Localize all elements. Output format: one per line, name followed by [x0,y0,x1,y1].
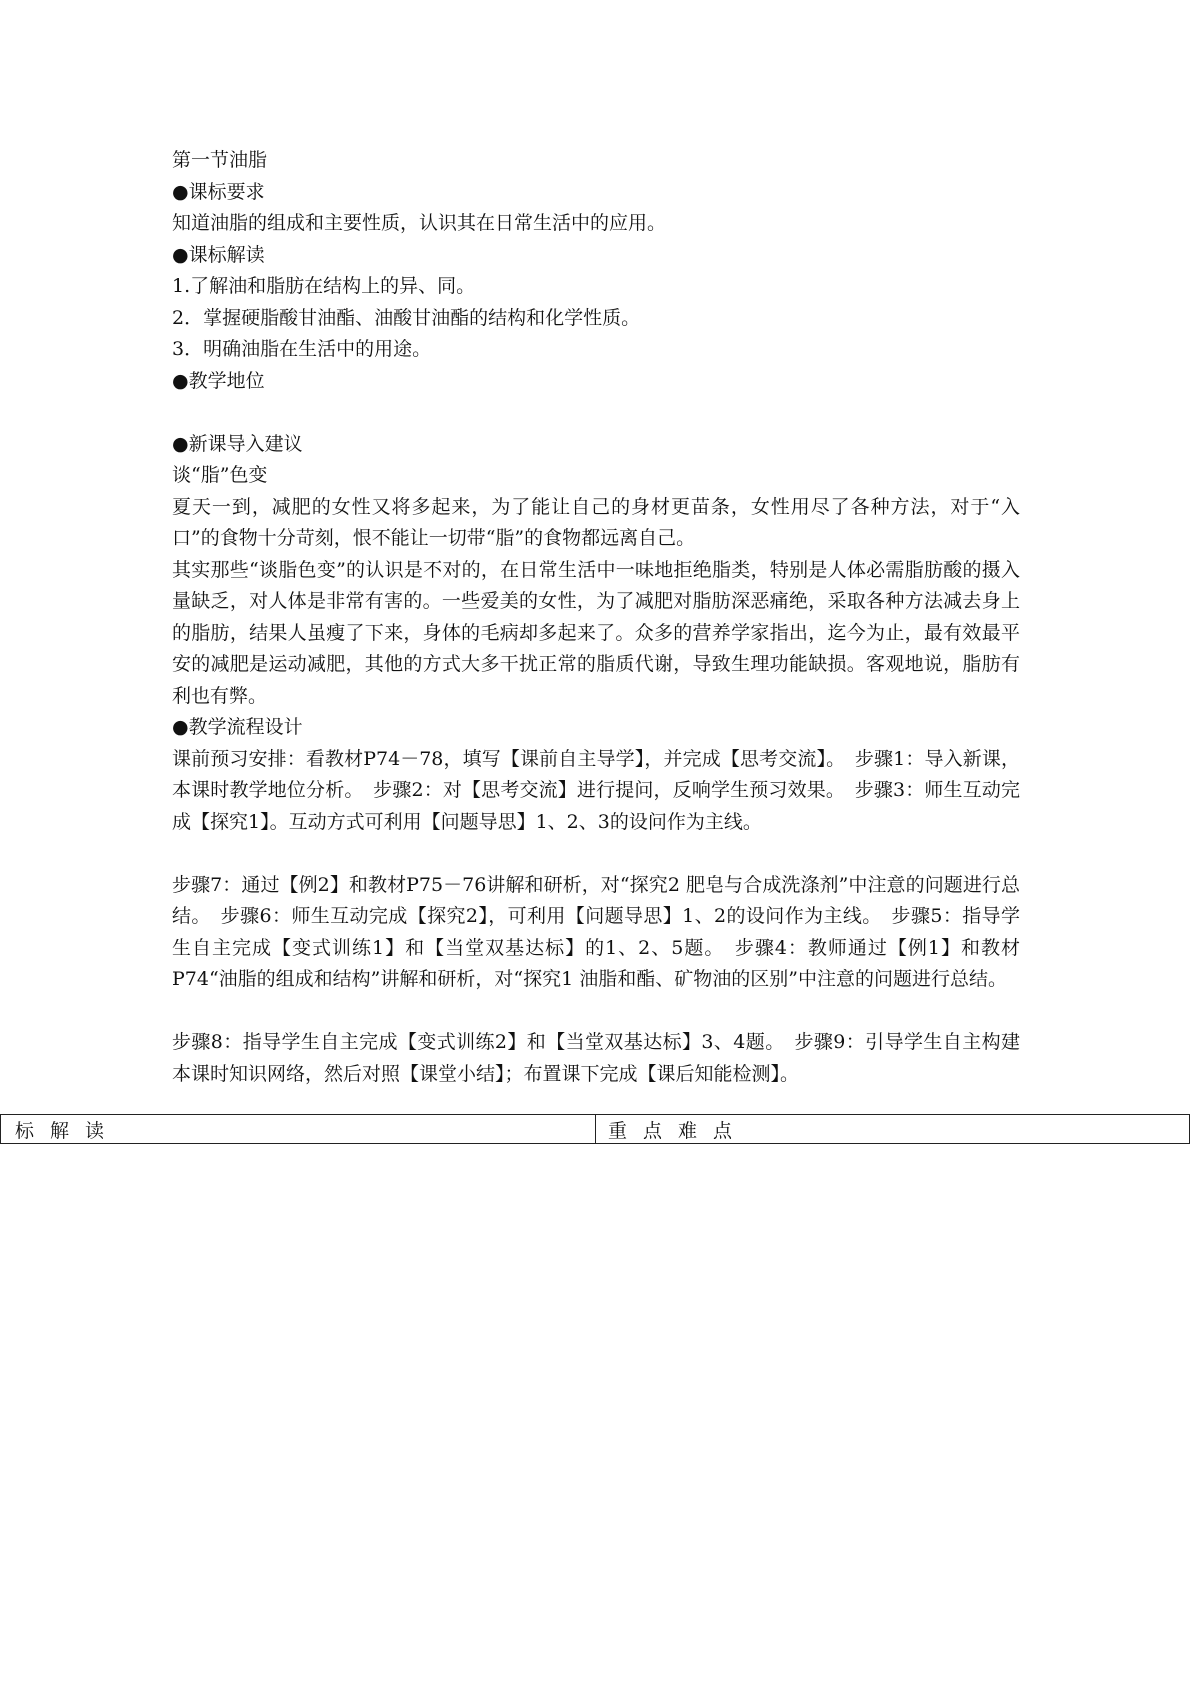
bottom-table [0,1114,1190,1144]
heading-curriculum-interpretation: ●课标解读 [172,243,265,266]
intro-paragraph-2: 其实那些“谈脂色变”的认识是不对的，在日常生活中一味地拒绝脂类，特别是人体必需脂肪酸的摄入量缺乏，对人体是非常有害的。一些爱美的女性，为了减肥对脂肪深恶痛绝，采取各种方法减去身上的脂肪，结果人虽瘦了下来，身体的毛病却多起来了。众多的营养学家指出，迄今为止，最有效最平安的减肥是运动减肥，其他的方式大多干扰正常的脂质代谢，导致生理功能缺损。客观地说，脂肪有利也有弊。 [172,558,1020,707]
flow-paragraph-2: 步骤7：通过【例2】和教材P75－76讲解和研析，对“探究2 肥皂与合成洗涤剂”中注意的问题进行总结。 步骤6：师生互动完成【探究2】，可利用【问题导思】1、2的设问作为主线。 步骤5：指导学生自主完成【变式训练1】和【当堂双基达标】的1、2、5题。 步骤4：教师通过【例1】和教材P74“油脂的组成和结构”讲解和研析，对“探究1 油脂和酯、矿物油的区别”中注意的问题进行总结。 [172,873,1020,990]
table-header-interpretation: 标解读 [1,1115,596,1143]
flow-paragraph-1: 课前预习安排：看教材P74－78，填写【课前自主导学】，并完成【思考交流】。 步骤1：导入新课，本课时教学地位分析。 步骤2：对【思考交流】进行提问，反响学生预习效果。 步骤3：师生互动完成【探究1】。互动方式可利用【问题导思】1、2、3的设问作为主线。 [172,747,1020,833]
heading-teaching-status: ●教学地位 [172,369,265,392]
spacer [172,397,1020,429]
intro-paragraph-1: 夏天一到，减肥的女性又将多起来，为了能让自己的身材更苗条，女性用尽了各种方法，对于“入口”的食物十分苛刻，恨不能让一切带“脂”的食物都远离自己。 [172,495,1020,549]
table-header-key-points: 重点难点 [608,1119,749,1142]
spacer [172,838,1020,870]
text-interpretation-1: 1.了解油和脂肪在结构上的异、同。 [172,275,476,297]
heading-curriculum-requirements: ●课标要求 [172,180,265,203]
flow-paragraph-3: 步骤8：指导学生自主完成【变式训练2】和【当堂双基达标】3、4题。 步骤9：引导学生自主构建本课时知识网络，然后对照【课堂小结】；布置课下完成【课后知能检测】。 [172,1031,1020,1085]
text-interpretation-2: 2．掌握硬脂酸甘油酯、油酸甘油酯的结构和化学性质。 [172,306,641,329]
spacer [172,996,1020,1028]
heading-lesson-intro: ●新课导入建议 [172,432,303,455]
heading-teaching-flow: ●教学流程设计 [172,716,303,738]
section-title: 第一节油脂 [172,149,268,171]
intro-title: 谈“脂”色变 [172,464,268,486]
text-interpretation-3: 3．明确油脂在生活中的用途。 [172,338,432,360]
text-requirement: 知道油脂的组成和主要性质，认识其在日常生活中的应用。 [172,212,667,234]
document-body [172,145,1020,1090]
